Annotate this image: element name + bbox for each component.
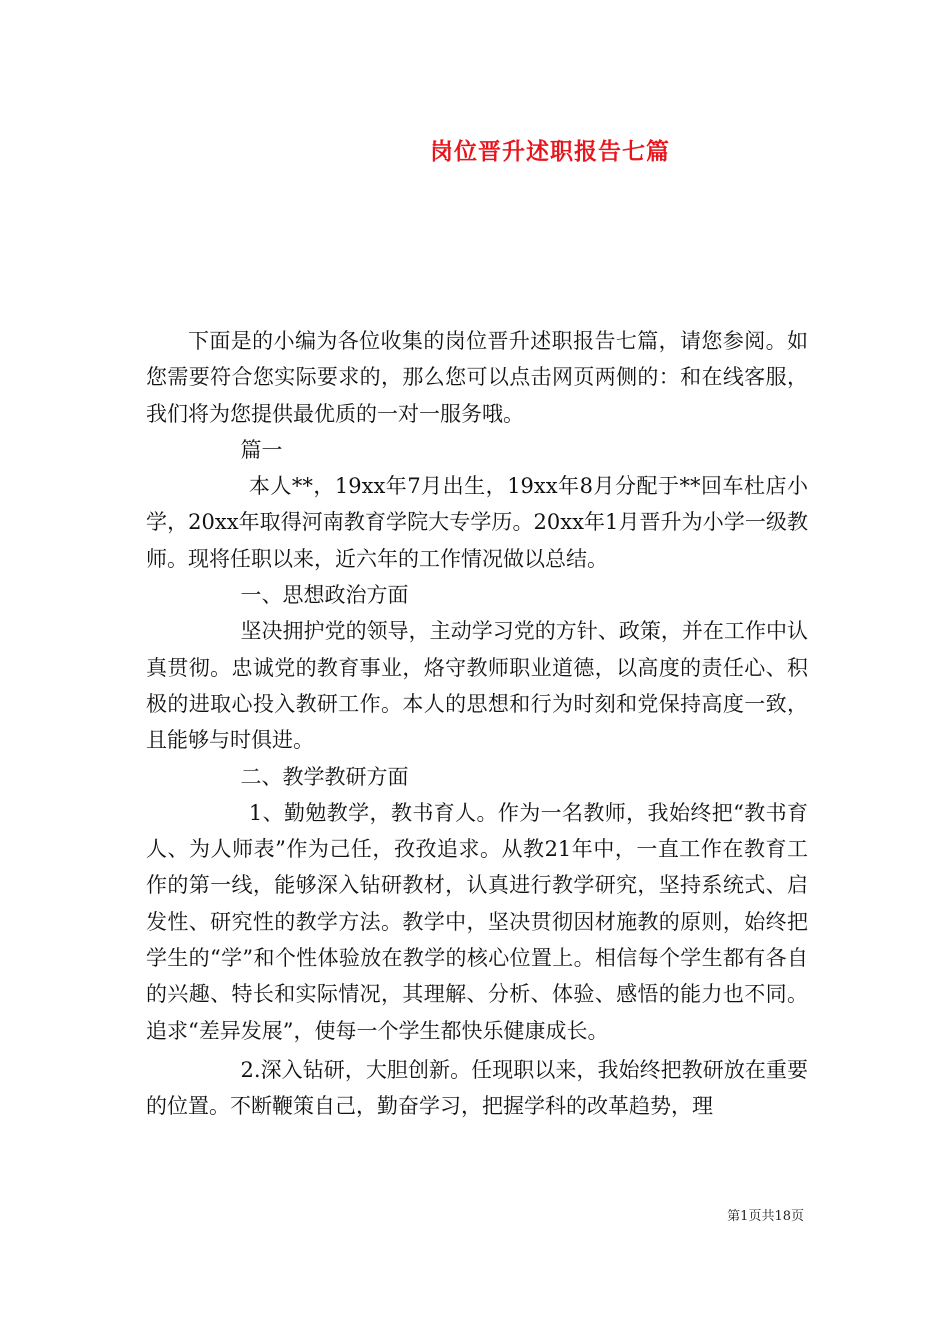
intro-paragraph: 下面是的小编为各位收集的岗位晋升述职报告七篇，请您参阅。如您需要符合您实际要求的，那么您可以点击网页两侧的：和在线客服，我们将为您提供最优质的一对一服务哦。 [146,329,808,426]
body-paragraph: 坚决拥护党的领导，主动学习党的方针、政策，并在工作中认真贯彻。忠诚党的教育事业，烙守教师职业道德，以高度的责任心、积极的进取心投入教研工作。本人的思想和行为时刻和党保持高度一致，且能够与时俱进。 [146,619,808,753]
body-paragraph: 2.深入钻研，大胆创新。任现职以来，我始终把教研放在重要的位置。不断鞭策自己，勤奋学习，把握学科的改革趋势，理 [146,1057,808,1119]
body-paragraph: 本人**，19xx年7月出生，19xx年8月分配于**回车杜店小学，20xx年取得河南教育学院大专学历。20xx年1月晋升为小学一级教师。现将任职以来，近六年的工作情况做以总结。 [146,474,808,571]
document-body [146,323,808,1125]
section-heading-part-one: 篇一 [240,437,283,462]
document-title: 岗位晋升述职报告七篇 [430,138,670,165]
section-heading: 二、教学教研方面 [240,764,409,789]
section-heading: 一、思想政治方面 [240,583,409,608]
page-number: 第1页共18页 [727,1209,804,1224]
body-paragraph: 1、勤勉教学，教书育人。作为一名教师，我始终把“教书育人、为人师表”作为己任，孜孜追求。从教21年中，一直工作在教育工作的第一线，能够深入钻研教材，认真进行教学研究，坚持系统式、启发性、研究性的教学方法。教学中，坚决贯彻因材施教的原则，始终把学生的“学”和个性体验放在教学的核心位置上。相信每个学生都有各自的兴趣、特长和实际情况，其理解、分析、体验、感悟的能力也不同。追求“差异发展”，使每一个学生都快乐健康成长。 [146,800,808,1043]
